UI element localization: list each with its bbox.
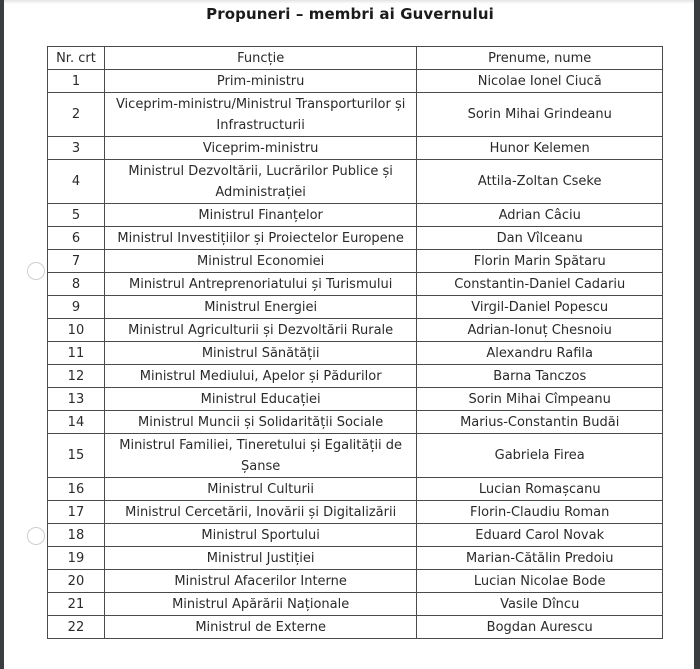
table-row — [48, 137, 663, 160]
viewer-frame-right — [694, 0, 700, 669]
cell-nr: 14 — [48, 411, 105, 434]
table-row — [48, 319, 663, 342]
table-row — [48, 273, 663, 296]
cell-name: Hunor Kelemen — [417, 137, 663, 160]
cell-nr: 11 — [48, 342, 105, 365]
cell-name: Adrian Câciu — [417, 204, 663, 227]
header-function: Funcție — [104, 47, 417, 70]
table-row — [48, 93, 663, 137]
cell-function: Ministrul Agriculturii și Dezvoltării Rurale — [104, 319, 417, 342]
cell-nr: 7 — [48, 250, 105, 273]
cell-function: Ministrul Muncii și Solidarității Sociale — [104, 411, 417, 434]
cell-name: Constantin-Daniel Cadariu — [417, 273, 663, 296]
cell-nr: 19 — [48, 547, 105, 570]
cell-name: Nicolae Ionel Ciucă — [417, 70, 663, 93]
cell-nr: 21 — [48, 593, 105, 616]
table-row — [48, 501, 663, 524]
cell-nr: 12 — [48, 365, 105, 388]
cell-nr: 16 — [48, 478, 105, 501]
table-row — [48, 70, 663, 93]
table-row — [48, 342, 663, 365]
cell-function: Ministrul Economiei — [104, 250, 417, 273]
cell-function: Ministrul Educației — [104, 388, 417, 411]
header-nr: Nr. crt — [48, 47, 105, 70]
cell-function: Ministrul Investițiilor și Proiectelor Europene — [104, 227, 417, 250]
cell-function: Ministrul Sănătății — [104, 342, 417, 365]
cell-nr: 13 — [48, 388, 105, 411]
table-row — [48, 388, 663, 411]
table-header-row — [48, 47, 663, 70]
table-row — [48, 227, 663, 250]
cell-function: Viceprim-ministru — [104, 137, 417, 160]
cell-name: Lucian Nicolae Bode — [417, 570, 663, 593]
page-top-shadow — [4, 0, 694, 4]
cell-name: Sorin Mihai Cîmpeanu — [417, 388, 663, 411]
cell-function: Ministrul de Externe — [104, 616, 417, 639]
cell-name: Bogdan Aurescu — [417, 616, 663, 639]
cell-name: Marius-Constantin Budăi — [417, 411, 663, 434]
cell-nr: 9 — [48, 296, 105, 319]
cell-name: Alexandru Rafila — [417, 342, 663, 365]
cell-name: Attila-Zoltan Cseke — [417, 160, 663, 204]
viewer-frame-left — [0, 0, 4, 669]
cell-nr: 4 — [48, 160, 105, 204]
cell-name: Adrian-Ionuț Chesnoiu — [417, 319, 663, 342]
government-members-table — [47, 46, 663, 639]
table-row — [48, 250, 663, 273]
cell-name: Virgil-Daniel Popescu — [417, 296, 663, 319]
cell-nr: 10 — [48, 319, 105, 342]
table-row — [48, 570, 663, 593]
cell-nr: 2 — [48, 93, 105, 137]
cell-function: Ministrul Energiei — [104, 296, 417, 319]
cell-function: Ministrul Culturii — [104, 478, 417, 501]
cell-function: Ministrul Justiției — [104, 547, 417, 570]
punch-hole-icon — [27, 527, 45, 545]
table-row — [48, 616, 663, 639]
cell-name: Sorin Mihai Grindeanu — [417, 93, 663, 137]
cell-name: Eduard Carol Novak — [417, 524, 663, 547]
table-row — [48, 434, 663, 478]
cell-nr: 18 — [48, 524, 105, 547]
cell-function: Prim-ministru — [104, 70, 417, 93]
cell-function: Ministrul Mediului, Apelor și Pădurilor — [104, 365, 417, 388]
cell-name: Barna Tanczos — [417, 365, 663, 388]
table-row — [48, 365, 663, 388]
cell-name: Vasile Dîncu — [417, 593, 663, 616]
cell-name: Marian-Cătălin Predoiu — [417, 547, 663, 570]
header-name: Prenume, nume — [417, 47, 663, 70]
table-row — [48, 547, 663, 570]
table-row — [48, 524, 663, 547]
cell-function: Viceprim-ministru/Ministrul Transporturilor și Infrastructurii — [104, 93, 417, 137]
table-row — [48, 593, 663, 616]
cell-function: Ministrul Cercetării, Inovării și Digitalizării — [104, 501, 417, 524]
cell-name: Florin Marin Spătaru — [417, 250, 663, 273]
cell-name: Gabriela Firea — [417, 434, 663, 478]
cell-function: Ministrul Familiei, Tineretului și Egalității de Șanse — [104, 434, 417, 478]
cell-nr: 17 — [48, 501, 105, 524]
cell-nr: 5 — [48, 204, 105, 227]
cell-nr: 6 — [48, 227, 105, 250]
cell-nr: 3 — [48, 137, 105, 160]
cell-name: Lucian Romașcanu — [417, 478, 663, 501]
cell-nr: 22 — [48, 616, 105, 639]
table-row — [48, 478, 663, 501]
cell-function: Ministrul Antreprenoriatului și Turismului — [104, 273, 417, 296]
table-row — [48, 204, 663, 227]
cell-name: Florin-Claudiu Roman — [417, 501, 663, 524]
cell-function: Ministrul Sportului — [104, 524, 417, 547]
table-row — [48, 160, 663, 204]
cell-nr: 15 — [48, 434, 105, 478]
table-row — [48, 411, 663, 434]
cell-function: Ministrul Dezvoltării, Lucrărilor Publice și Administrației — [104, 160, 417, 204]
cell-nr: 8 — [48, 273, 105, 296]
punch-hole-icon — [27, 262, 45, 280]
table-row — [48, 296, 663, 319]
cell-nr: 1 — [48, 70, 105, 93]
cell-name: Dan Vîlceanu — [417, 227, 663, 250]
document-title: Propuneri – membri ai Guvernului — [206, 5, 494, 23]
cell-function: Ministrul Afacerilor Interne — [104, 570, 417, 593]
cell-nr: 20 — [48, 570, 105, 593]
cell-function: Ministrul Finanțelor — [104, 204, 417, 227]
cell-function: Ministrul Apărării Naționale — [104, 593, 417, 616]
